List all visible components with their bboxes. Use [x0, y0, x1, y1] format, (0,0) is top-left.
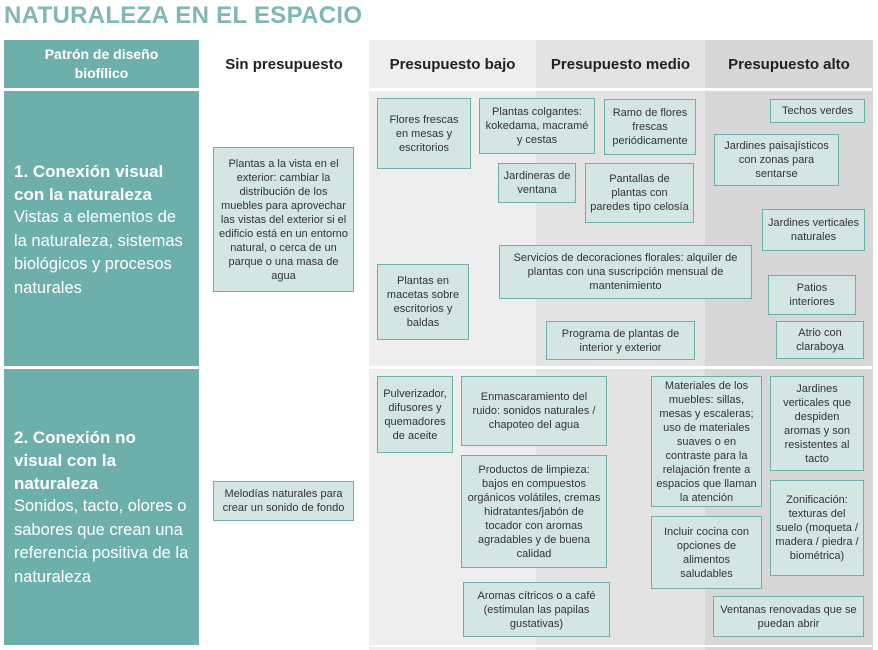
box-jardineras-ventana: Jardineras de ventana [498, 163, 576, 203]
header-presupuesto-bajo: Presupuesto bajo [389, 55, 516, 73]
box-enmascaramiento: Enmascaramiento del ruido: sonidos naturales / chapoteo del agua [461, 376, 607, 446]
box-plantas-vista-exterior: Plantas a la vista en el exterior: cambiar la distribución de los muebles para aprovechar las vistas del exterior si el edificio está en un entorno natural, o cerca de un parque o una masa de agua [213, 147, 354, 292]
box-patios-interiores: Patios interiores [768, 275, 856, 315]
box-aromas-citricos: Aromas cítricos o a café (estimulan las papilas gustativas) [463, 582, 610, 637]
row-description: Vistas a elementos de la naturaleza, sistemas biológicos y procesos naturales [14, 208, 183, 297]
header-pattern: Patrón de diseño biofílico [4, 40, 199, 88]
bottom-divider [4, 645, 872, 647]
box-ventanas-renovadas: Ventanas renovadas que se puedan abrir [713, 596, 864, 637]
row-heading: 1. Conexión visual con la naturaleza [14, 162, 164, 204]
header-sin-presupuesto: Sin presupuesto [225, 55, 343, 73]
header-presupuesto-medio: Presupuesto medio [550, 55, 691, 73]
box-flores-frescas: Flores frescas en mesas y escritorios [377, 98, 471, 169]
box-plantas-colgantes: Plantas colgantes: kokedama, macramé y cestas [479, 98, 595, 154]
row-label-visual [4, 91, 199, 366]
row-heading: 2. Conexión no visual con la naturaleza [14, 428, 136, 493]
row-label-no-visual [4, 369, 199, 645]
box-incluir-cocina: Incluir cocina con opciones de alimentos saludables [651, 516, 762, 589]
box-jardines-verticales-aromas: Jardines verticales que despiden aromas y son resistentes al tacto [770, 376, 864, 471]
box-zonificacion: Zonificación: texturas del suelo (moqueta / madera / piedra / biométrica) [770, 480, 864, 576]
box-productos-limpieza: Productos de limpieza: bajos en compuestos orgánicos volátiles, cremas hidratantes/jabón de tocador con aromas agradables y de buena calidad [461, 455, 607, 568]
box-materiales-muebles: Materiales de los muebles: sillas, mesas y escaleras; uso de materiales suaves o en contraste para la relajación frente a espacios que llaman la atención [651, 376, 762, 507]
box-melodias-naturales: Melodías naturales para crear un sonido de fondo [213, 481, 354, 521]
box-jardines-verticales-naturales: Jardines verticales naturales [762, 209, 865, 251]
box-programa-plantas: Programa de plantas de interior y exterior [546, 321, 695, 360]
row-description: Sonidos, tacto, olores o sabores que crean una referencia positiva de la naturaleza [14, 497, 189, 586]
box-techos-verdes: Techos verdes [770, 99, 865, 123]
box-atrio-claraboya: Atrio con claraboya [776, 321, 864, 359]
box-plantas-macetas: Plantas en macetas sobre escritorios y baldas [377, 264, 469, 340]
page-title: NATURALEZA EN EL ESPACIO [4, 2, 363, 29]
box-jardines-paisajisticos: Jardines paisajísticos con zonas para sentarse [714, 134, 839, 186]
box-ramo-flores: Ramo de flores frescas periódicamente [604, 99, 696, 155]
box-pantallas-plantas: Pantallas de plantas con paredes tipo celosía [585, 163, 694, 223]
box-pulverizador: Pulverizador, difusores y quemadores de aceite [377, 376, 453, 453]
header-presupuesto-alto: Presupuesto alto [728, 55, 850, 73]
box-servicios-florales: Servicios de decoraciones florales: alquiler de plantas con una suscripción mensual de mantenimiento [499, 245, 752, 299]
column-bg-sin [199, 40, 369, 650]
